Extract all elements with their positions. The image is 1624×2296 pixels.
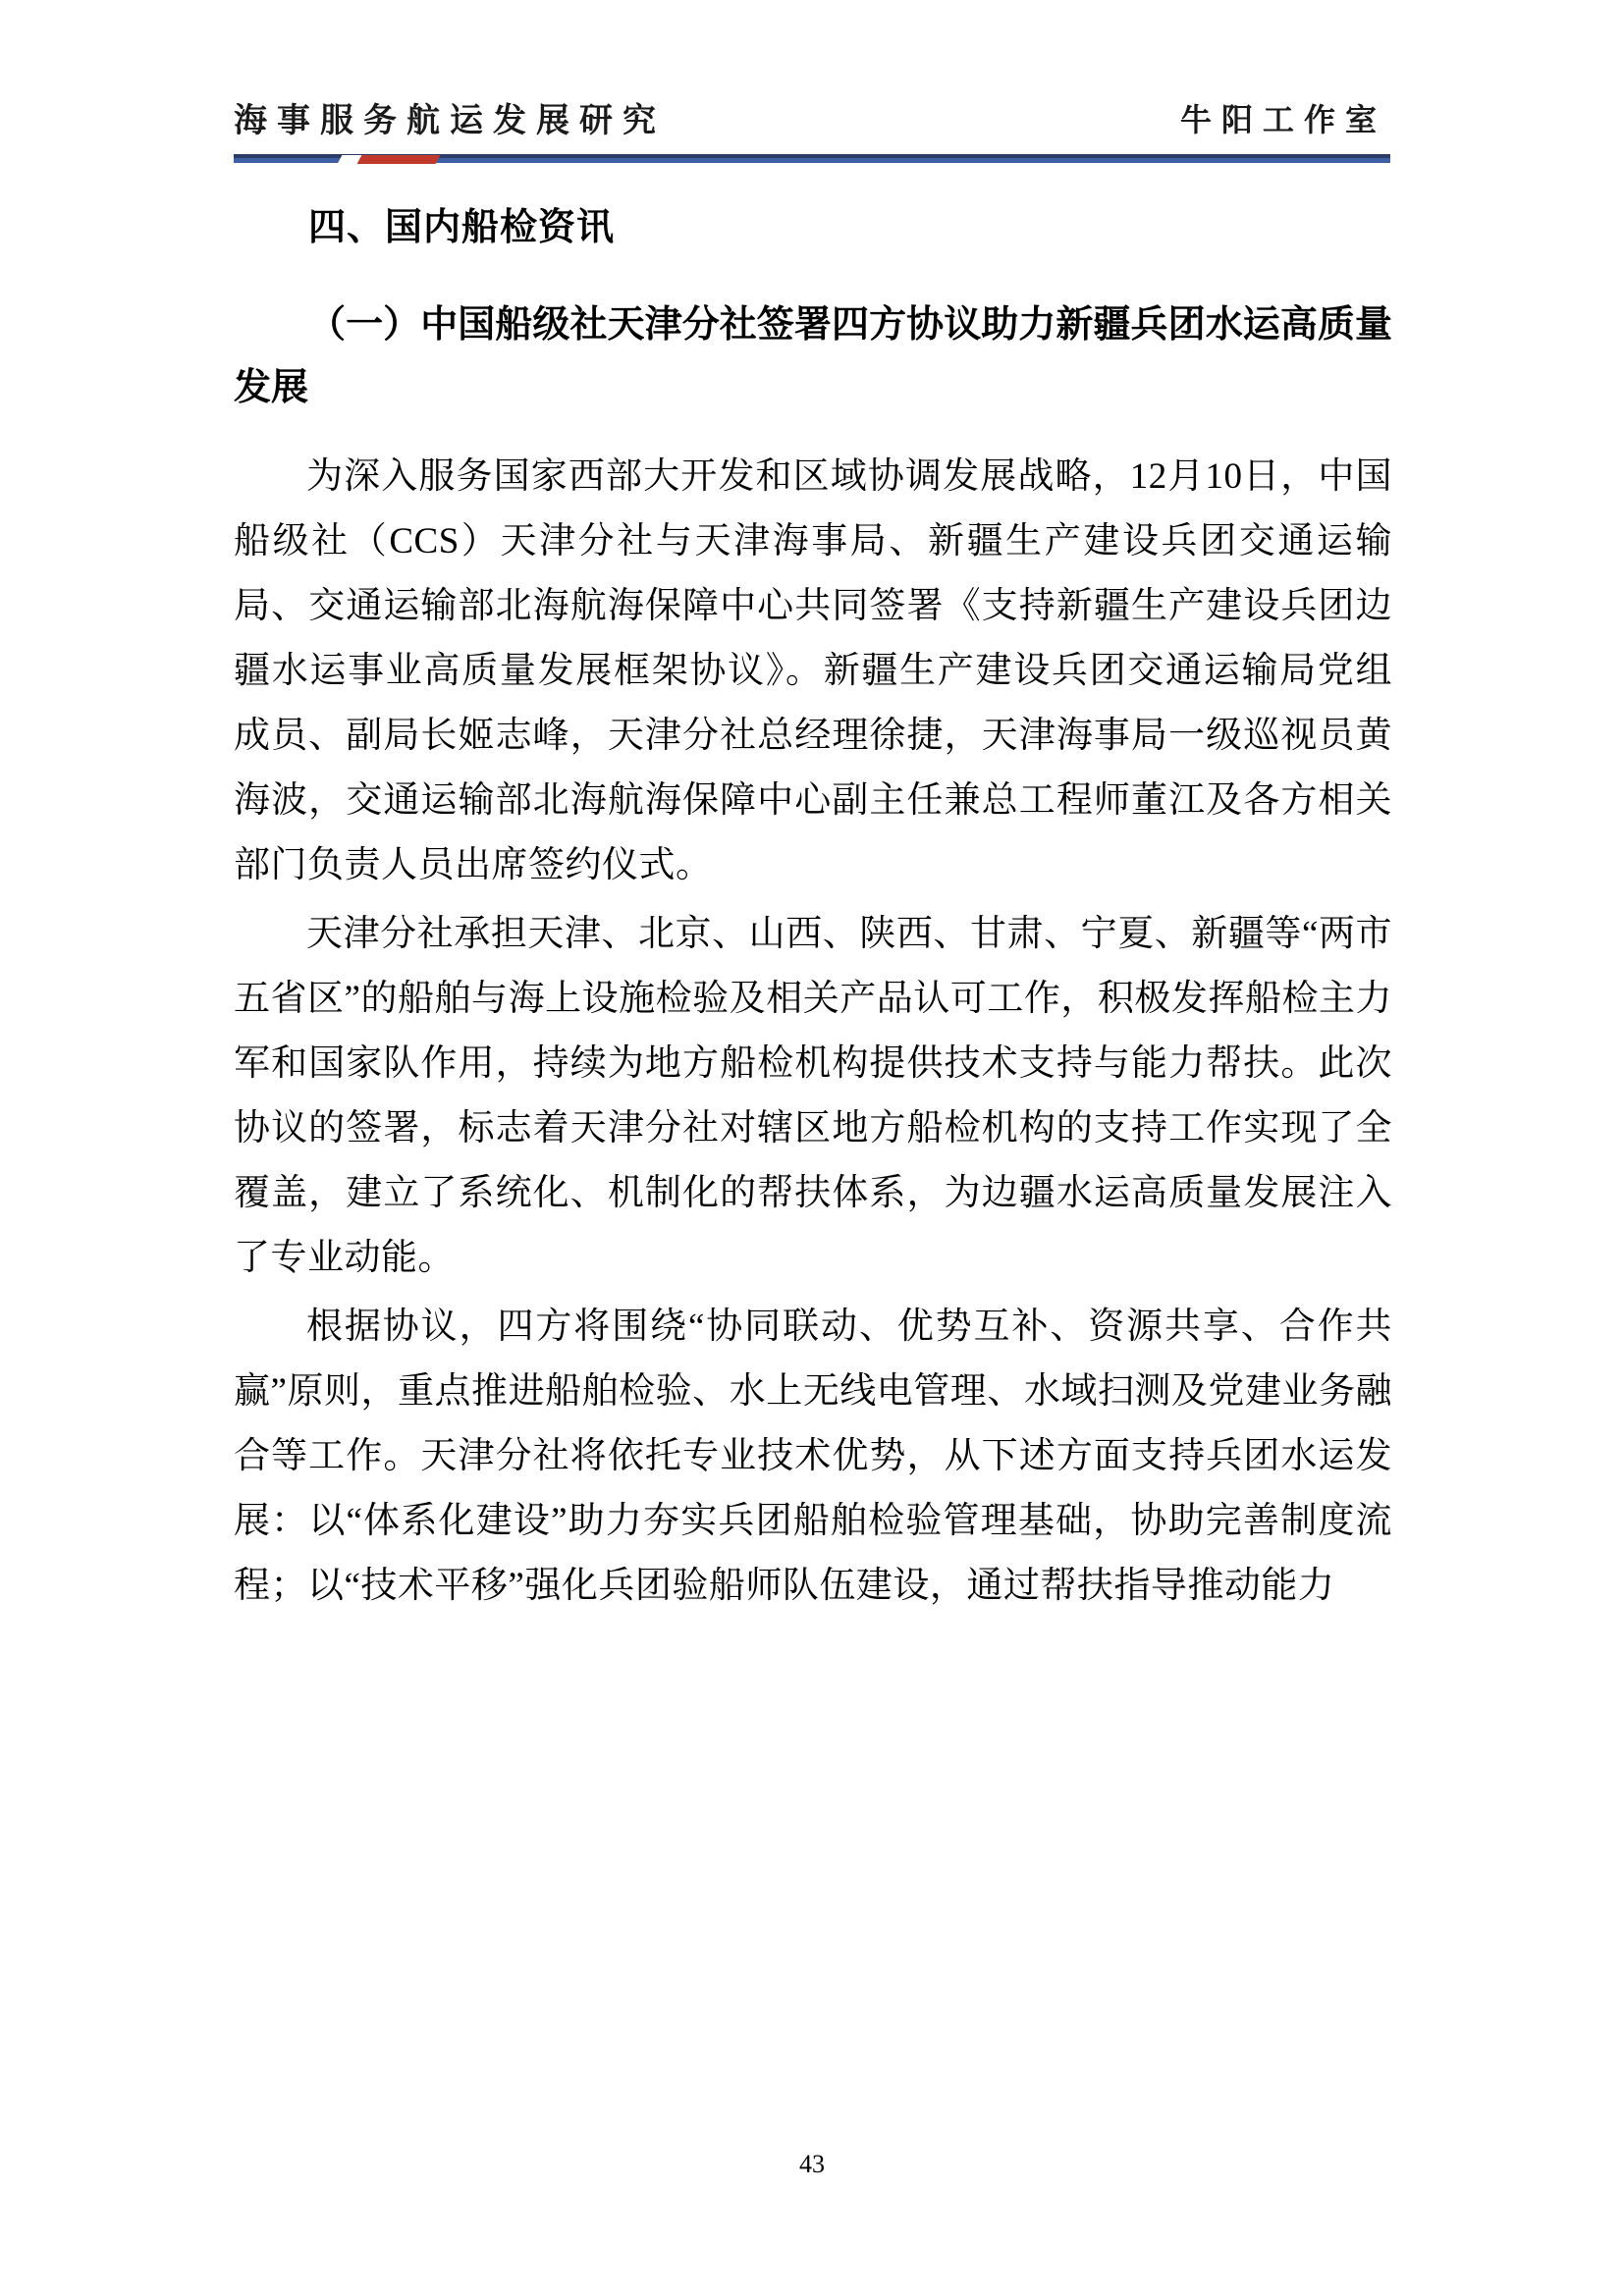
paragraph: 为深入服务国家西部大开发和区域协调发展战略，12月10日，中国船级社（CCS）天津分社与天津海事局、新疆生产建设兵团交通运输局、交通运输部北海航海保障中心共同签署《支持新疆生产建设兵团边疆水运事业高质量发展框架协议》。新疆生产建设兵团交通运输局党组成员、副局长姬志峰，天津分社总经理徐捷，天津海事局一级巡视员黄海波，交通运输部北海航海保障中心副主任兼总工程师董江及各方相关部门负责人员出席签约仪式。 xyxy=(234,456,1392,885)
page-number: 43 xyxy=(799,2150,825,2178)
paragraph: 天津分社承担天津、北京、山西、陕西、甘肃、宁夏、新疆等“两市五省区”的船舶与海上设施检验及相关产品认可工作，积极发挥船检主力军和国家队作用，持续为地方船检机构提供技术支持与能力帮扶。此次协议的签署，标志着天津分社对辖区地方船检机构的支持工作实现了全覆盖，建立了系统化、机制化的帮扶体系，为边疆水运高质量发展注入了专业动能。 xyxy=(234,914,1392,1278)
header-right-title: 牛阳工作室 xyxy=(1179,102,1386,137)
paragraph: 根据协议，四方将围绕“协同联动、优势互补、资源共享、合作共赢”原则，重点推进船舶检验、水上无线电管理、水域扫测及党建业务融合等工作。天津分社将依托专业技术优势，从下述方面支持兵团水运发展：以“体系化建设”助力夯实兵团船舶检验管理基础，协助完善制度流程；以“技术平移”强化兵团验船师队伍建设，通过帮扶指导推动能力 xyxy=(234,1307,1392,1606)
header-left-title: 海事服务航运发展研究 xyxy=(234,103,666,139)
header-divider xyxy=(234,154,1390,164)
article-title: （一）中国船级社天津分社签署四方协议助力新疆兵团水运高质量发展 xyxy=(234,304,1392,408)
page-content xyxy=(234,196,1392,1623)
page-header xyxy=(234,93,1390,172)
header-divider-red-slash xyxy=(357,155,441,164)
section-heading: 四、国内船检资讯 xyxy=(308,207,616,248)
